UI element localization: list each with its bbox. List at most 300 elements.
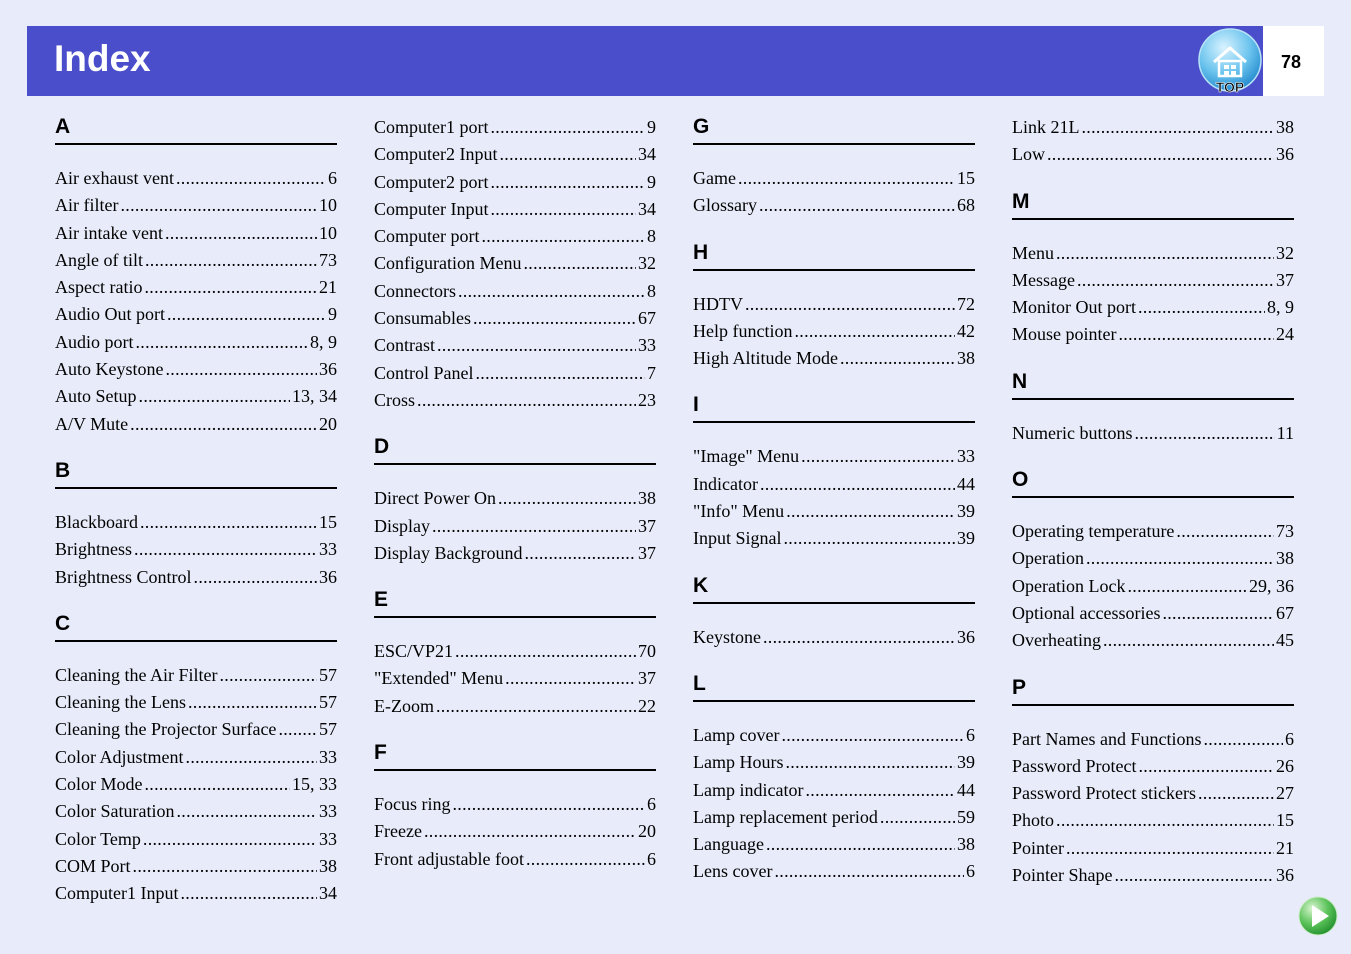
entry-label: Auto Setup xyxy=(55,386,137,407)
index-entry[interactable] xyxy=(55,192,337,219)
index-entry[interactable] xyxy=(1012,294,1294,321)
dot-leader xyxy=(491,169,646,196)
entry-page-link[interactable]: 34 xyxy=(319,883,337,904)
entry-page-link[interactable]: 9 xyxy=(328,304,337,325)
house-icon xyxy=(1198,28,1262,94)
dot-leader xyxy=(491,196,637,223)
entry-label: Freeze xyxy=(374,821,422,842)
index-entry[interactable] xyxy=(693,165,975,192)
entry-label: Overheating xyxy=(1012,630,1101,651)
index-entry[interactable] xyxy=(55,274,337,301)
entry-page-link[interactable]: 8 xyxy=(647,280,656,301)
dot-leader xyxy=(219,662,317,689)
dot-leader xyxy=(1077,267,1274,294)
entry-label: Lens cover xyxy=(693,861,773,882)
section-gap xyxy=(1012,655,1294,675)
index-entry[interactable] xyxy=(693,749,975,776)
index-entry[interactable] xyxy=(55,716,337,743)
index-entry[interactable] xyxy=(374,540,656,567)
dot-leader xyxy=(498,485,636,512)
entry-page-link[interactable]: 29, 36 xyxy=(1249,575,1294,596)
entry-page-link[interactable]: 15 xyxy=(957,168,975,188)
entry-label: Operation Lock xyxy=(1012,575,1126,596)
section-letter-heading: P xyxy=(1012,675,1294,706)
entry-page-link[interactable]: 6 xyxy=(966,724,975,745)
dot-leader xyxy=(473,305,636,332)
index-entry[interactable] xyxy=(1012,114,1294,141)
next-page-button[interactable] xyxy=(1298,896,1338,936)
entry-page-link[interactable]: 36 xyxy=(1276,865,1294,886)
index-entry[interactable] xyxy=(693,722,975,749)
dot-leader xyxy=(143,826,317,853)
entry-page-link[interactable]: 9 xyxy=(647,171,656,192)
entry-page-link[interactable]: 33 xyxy=(638,335,656,356)
dot-leader xyxy=(432,513,636,540)
entry-page-link[interactable]: 21 xyxy=(1276,837,1294,858)
entry-page-link[interactable]: 36 xyxy=(319,566,337,587)
entry-page-link[interactable]: 8 xyxy=(647,226,656,247)
entry-label: Control Panel xyxy=(374,362,474,383)
entry-label: Game xyxy=(693,168,736,188)
index-entry[interactable] xyxy=(693,498,975,525)
index-entry[interactable] xyxy=(55,744,337,771)
index-entry[interactable] xyxy=(693,443,975,470)
entry-page-link[interactable]: 36 xyxy=(957,626,975,647)
entry-page-link[interactable]: 37 xyxy=(1276,269,1294,290)
entry-label: Air exhaust vent xyxy=(55,168,174,188)
index-entry[interactable] xyxy=(55,329,337,356)
dot-leader xyxy=(1203,726,1283,753)
section-letter-heading: E xyxy=(374,587,656,618)
entry-label: Cleaning the Projector Surface xyxy=(55,719,277,740)
entry-label: Air intake vent xyxy=(55,222,163,243)
entry-page-link[interactable]: 33 xyxy=(319,746,337,767)
entry-page-link[interactable]: 33 xyxy=(957,446,975,467)
entry-label: "Extended" Menu xyxy=(374,668,504,689)
dot-leader xyxy=(738,165,955,192)
dot-leader xyxy=(167,301,326,328)
entry-label: Configuration Menu xyxy=(374,253,522,274)
index-column-1 xyxy=(55,114,337,908)
section-letter-heading: D xyxy=(374,434,656,465)
entry-page-link[interactable]: 42 xyxy=(957,320,975,341)
page-title: Index xyxy=(54,38,151,79)
index-entry[interactable] xyxy=(374,665,656,692)
entry-label: Password Protect xyxy=(1012,755,1137,776)
entry-page-link[interactable]: 7 xyxy=(647,362,656,383)
entry-page-link[interactable]: 26 xyxy=(1276,755,1294,776)
dot-leader xyxy=(1066,835,1274,862)
entry-label: Photo xyxy=(1012,810,1055,831)
dot-leader xyxy=(417,387,636,414)
index-entry[interactable] xyxy=(1012,753,1294,780)
top-button[interactable] xyxy=(1198,28,1262,94)
entry-page-link[interactable]: 57 xyxy=(319,719,337,740)
entry-label: "Image" Menu xyxy=(693,446,800,467)
index-entry[interactable] xyxy=(693,831,975,858)
index-entry[interactable] xyxy=(1012,267,1294,294)
dot-leader xyxy=(1115,862,1275,889)
entry-label: Low xyxy=(1012,144,1045,165)
index-entry[interactable] xyxy=(55,356,337,383)
entry-page-link[interactable]: 22 xyxy=(638,695,656,716)
entry-page-link[interactable]: 13, 34 xyxy=(292,386,337,407)
index-entry[interactable] xyxy=(1012,321,1294,348)
index-entry[interactable] xyxy=(1012,545,1294,572)
entry-label: Lamp cover xyxy=(693,724,780,745)
top-label: TOP xyxy=(1215,79,1245,94)
dot-leader xyxy=(880,804,955,831)
section-letter-heading: F xyxy=(374,740,656,771)
index-entry[interactable] xyxy=(1012,627,1294,654)
entry-page-link[interactable]: 39 xyxy=(957,501,975,522)
dot-leader xyxy=(476,360,646,387)
entry-page-link[interactable]: 32 xyxy=(1276,242,1294,263)
entry-label: Brightness xyxy=(55,539,133,560)
index-entry[interactable] xyxy=(1012,573,1294,600)
index-entry[interactable] xyxy=(374,141,656,168)
index-entry[interactable] xyxy=(374,693,656,720)
entry-label: COM Port xyxy=(55,855,131,876)
section-gap xyxy=(374,567,656,587)
index-entry[interactable] xyxy=(1012,420,1294,447)
entry-page-link[interactable]: 37 xyxy=(638,542,656,563)
entry-page-link[interactable]: 67 xyxy=(1276,602,1294,623)
index-entry[interactable] xyxy=(55,771,337,798)
entry-label: Lamp indicator xyxy=(693,779,804,800)
section-letter-heading: G xyxy=(693,114,975,145)
entry-page-link[interactable]: 33 xyxy=(319,539,337,560)
entry-label: Menu xyxy=(1012,242,1054,263)
entry-page-link[interactable]: 6 xyxy=(647,848,656,869)
entry-page-link[interactable]: 32 xyxy=(638,253,656,274)
entry-label: Link 21L xyxy=(1012,117,1080,137)
dot-leader xyxy=(745,291,955,318)
entry-label: Color Adjustment xyxy=(55,746,184,767)
index-entry[interactable] xyxy=(55,853,337,880)
entry-label: Color Temp xyxy=(55,828,141,849)
index-entry[interactable] xyxy=(374,169,656,196)
index-entry[interactable] xyxy=(55,662,337,689)
entry-page-link[interactable]: 72 xyxy=(957,293,975,314)
entry-page-link[interactable]: 36 xyxy=(319,359,337,380)
entry-page-link[interactable]: 38 xyxy=(1276,117,1294,137)
entry-page-link[interactable]: 33 xyxy=(319,801,337,822)
section-letter-heading: A xyxy=(55,114,337,145)
entry-page-link[interactable]: 67 xyxy=(638,308,656,329)
entry-page-link[interactable]: 39 xyxy=(957,752,975,773)
index-entry[interactable] xyxy=(55,826,337,853)
entry-page-link[interactable]: 27 xyxy=(1276,783,1294,804)
entry-label: Mouse pointer xyxy=(1012,324,1117,345)
entry-page-link[interactable]: 73 xyxy=(319,249,337,270)
index-entry[interactable] xyxy=(374,513,656,540)
index-entry[interactable] xyxy=(1012,518,1294,545)
entry-page-link[interactable]: 6 xyxy=(966,861,975,882)
entry-page-link[interactable]: 20 xyxy=(638,821,656,842)
entry-label: Audio Out port xyxy=(55,304,165,325)
entry-page-link[interactable]: 70 xyxy=(638,641,656,662)
index-entry[interactable] xyxy=(55,509,337,536)
dot-leader xyxy=(784,525,956,552)
dot-leader xyxy=(194,564,317,591)
entry-label: Computer Input xyxy=(374,198,489,219)
dot-leader xyxy=(805,777,955,804)
index-entry[interactable] xyxy=(374,278,656,305)
entry-page-link[interactable]: 38 xyxy=(957,834,975,855)
dot-leader xyxy=(120,192,317,219)
index-entry[interactable] xyxy=(693,291,975,318)
entry-page-link[interactable]: 11 xyxy=(1276,422,1294,443)
index-entry[interactable] xyxy=(55,165,337,192)
dot-leader xyxy=(188,689,317,716)
section-letter-heading: I xyxy=(693,392,975,423)
entry-label: ESC/VP21 xyxy=(374,641,454,662)
section-gap xyxy=(693,651,975,671)
index-entry[interactable] xyxy=(1012,807,1294,834)
entry-page-link[interactable]: 73 xyxy=(1276,521,1294,542)
index-entry[interactable] xyxy=(374,223,656,250)
index-entry[interactable] xyxy=(374,360,656,387)
index-entry[interactable] xyxy=(374,305,656,332)
dot-leader xyxy=(781,722,964,749)
dot-leader xyxy=(455,638,636,665)
dot-leader xyxy=(801,443,955,470)
index-entry[interactable] xyxy=(1012,780,1294,807)
index-entry[interactable] xyxy=(1012,862,1294,889)
entry-label: Glossary xyxy=(693,195,757,216)
entry-page-link[interactable]: 57 xyxy=(319,692,337,713)
entry-label: E-Zoom xyxy=(374,695,434,716)
entry-page-link[interactable]: 38 xyxy=(319,855,337,876)
index-entry[interactable] xyxy=(693,318,975,345)
index-entry[interactable] xyxy=(374,114,656,141)
dot-leader xyxy=(436,693,636,720)
index-entry[interactable] xyxy=(374,818,656,845)
dot-leader xyxy=(785,749,955,776)
index-entry[interactable] xyxy=(1012,835,1294,862)
index-column-2 xyxy=(374,114,656,873)
index-entry[interactable] xyxy=(693,804,975,831)
dot-leader xyxy=(774,858,964,885)
dot-leader xyxy=(424,818,636,845)
dot-leader xyxy=(144,274,317,301)
dot-leader xyxy=(1056,807,1274,834)
entry-label: Pointer xyxy=(1012,837,1064,858)
dot-leader xyxy=(145,771,291,798)
index-entry[interactable] xyxy=(374,638,656,665)
entry-label: Direct Power On xyxy=(374,488,496,509)
entry-page-link[interactable]: 6 xyxy=(328,168,337,188)
entry-page-link[interactable]: 15 xyxy=(319,511,337,532)
index-entry[interactable] xyxy=(55,536,337,563)
entry-page-link[interactable]: 39 xyxy=(957,528,975,549)
section-gap xyxy=(693,372,975,392)
index-entry[interactable] xyxy=(693,471,975,498)
entry-label: Operating temperature xyxy=(1012,521,1175,542)
entry-label: Cleaning the Lens xyxy=(55,692,186,713)
entry-label: Auto Keystone xyxy=(55,359,164,380)
entry-page-link[interactable]: 34 xyxy=(638,198,656,219)
entry-label: Optional accessories xyxy=(1012,602,1161,623)
section-letter-heading: N xyxy=(1012,369,1294,400)
index-entry[interactable] xyxy=(693,777,975,804)
entry-page-link[interactable]: 6 xyxy=(1285,728,1294,749)
entry-page-link[interactable]: 44 xyxy=(957,473,975,494)
entry-page-link[interactable]: 37 xyxy=(638,515,656,536)
index-entry[interactable] xyxy=(55,220,337,247)
dot-leader xyxy=(491,114,646,141)
dot-leader xyxy=(136,329,309,356)
section-letter-heading: L xyxy=(693,671,975,702)
entry-page-link[interactable]: 8, 9 xyxy=(1267,297,1294,318)
index-entry[interactable] xyxy=(1012,600,1294,627)
dot-leader xyxy=(133,853,317,880)
dot-leader xyxy=(1047,141,1274,168)
section-letter-heading: B xyxy=(55,458,337,489)
index-entry[interactable] xyxy=(55,689,337,716)
index-entry[interactable] xyxy=(374,846,656,873)
index-entry[interactable] xyxy=(693,624,975,651)
entry-page-link[interactable]: 23 xyxy=(638,389,656,410)
dot-leader xyxy=(437,332,636,359)
index-entry[interactable] xyxy=(374,485,656,512)
section-gap xyxy=(374,720,656,740)
dot-leader xyxy=(1082,114,1275,141)
index-entry[interactable] xyxy=(55,564,337,591)
index-entry[interactable] xyxy=(374,250,656,277)
entry-label: Computer1 port xyxy=(374,117,489,137)
entry-page-link[interactable]: 9 xyxy=(647,117,656,137)
entry-page-link[interactable]: 6 xyxy=(647,794,656,815)
entry-label: Message xyxy=(1012,269,1075,290)
index-entry[interactable] xyxy=(693,858,975,885)
index-entry[interactable] xyxy=(693,345,975,372)
entry-page-link[interactable]: 38 xyxy=(638,488,656,509)
section-gap xyxy=(1012,169,1294,189)
entry-page-link[interactable]: 44 xyxy=(957,779,975,800)
next-arrow-icon xyxy=(1298,896,1338,936)
dot-leader xyxy=(526,846,645,873)
index-column-3 xyxy=(693,114,975,886)
index-entry[interactable] xyxy=(374,196,656,223)
entry-label: Operation xyxy=(1012,548,1084,569)
dot-leader xyxy=(453,791,646,818)
entry-page-link[interactable]: 33 xyxy=(319,828,337,849)
dot-leader xyxy=(458,278,645,305)
index-entry[interactable] xyxy=(693,525,975,552)
entry-label: Cleaning the Air Filter xyxy=(55,664,218,685)
dot-leader xyxy=(1138,294,1265,321)
dot-leader xyxy=(760,471,955,498)
entry-page-link[interactable]: 8, 9 xyxy=(310,331,337,352)
entry-page-link[interactable]: 15, 33 xyxy=(292,774,337,795)
entry-page-link[interactable]: 57 xyxy=(319,664,337,685)
index-entry[interactable] xyxy=(55,411,337,438)
entry-label: Part Names and Functions xyxy=(1012,728,1202,749)
page-header xyxy=(27,26,1263,96)
dot-leader xyxy=(134,536,317,563)
entry-page-link[interactable]: 34 xyxy=(638,144,656,165)
entry-label: Monitor Out port xyxy=(1012,297,1136,318)
entry-label: Connectors xyxy=(374,280,456,301)
index-entry[interactable] xyxy=(374,332,656,359)
entry-label: Cross xyxy=(374,389,416,410)
dot-leader xyxy=(1139,753,1275,780)
section-letter-heading: O xyxy=(1012,467,1294,498)
index-entry[interactable] xyxy=(55,798,337,825)
entry-label: Lamp replacement period xyxy=(693,806,878,827)
dot-leader xyxy=(523,250,636,277)
index-entry[interactable] xyxy=(55,247,337,274)
index-entry[interactable] xyxy=(1012,726,1294,753)
entry-label: Display Background xyxy=(374,542,523,563)
dot-leader xyxy=(139,383,290,410)
index-entry[interactable] xyxy=(1012,240,1294,267)
section-letter-heading: K xyxy=(693,573,975,604)
index-entry[interactable] xyxy=(55,383,337,410)
entry-label: "Info" Menu xyxy=(693,501,785,522)
entry-label: Pointer Shape xyxy=(1012,865,1113,886)
section-letter-heading: M xyxy=(1012,189,1294,220)
entry-label: Language xyxy=(693,834,764,855)
entry-page-link[interactable]: 38 xyxy=(1276,548,1294,569)
dot-leader xyxy=(140,509,317,536)
dot-leader xyxy=(1162,600,1274,627)
dot-leader xyxy=(130,411,317,438)
entry-page-link[interactable]: 15 xyxy=(1276,810,1294,831)
dot-leader xyxy=(177,798,318,825)
entry-label: Blackboard xyxy=(55,511,138,532)
entry-page-link[interactable]: 20 xyxy=(319,413,337,434)
index-entry[interactable] xyxy=(55,880,337,907)
section-gap xyxy=(55,438,337,458)
entry-page-link[interactable]: 10 xyxy=(319,195,337,216)
entry-page-link[interactable]: 59 xyxy=(957,806,975,827)
entry-label: HDTV xyxy=(693,293,743,314)
dot-leader xyxy=(1198,780,1274,807)
entry-page-link[interactable]: 36 xyxy=(1276,144,1294,165)
dot-leader xyxy=(1103,627,1274,654)
entry-page-link[interactable]: 38 xyxy=(957,348,975,369)
index-entry[interactable] xyxy=(1012,141,1294,168)
dot-leader xyxy=(482,223,646,250)
page-number: 78 xyxy=(1280,52,1302,72)
entry-page-link[interactable]: 21 xyxy=(319,277,337,298)
dot-leader xyxy=(500,141,637,168)
entry-page-link[interactable]: 37 xyxy=(638,668,656,689)
dot-leader xyxy=(176,165,326,192)
entry-page-link[interactable]: 68 xyxy=(957,195,975,216)
dot-leader xyxy=(759,192,955,219)
section-gap xyxy=(55,591,337,611)
dot-leader xyxy=(278,716,317,743)
index-entry[interactable] xyxy=(374,387,656,414)
entry-label: Aspect ratio xyxy=(55,277,143,298)
entry-page-link[interactable]: 24 xyxy=(1276,324,1294,345)
index-entry[interactable] xyxy=(374,791,656,818)
index-entry[interactable] xyxy=(55,301,337,328)
section-gap xyxy=(1012,349,1294,369)
entry-label: High Altitude Mode xyxy=(693,348,838,369)
entry-label: Angle of tilt xyxy=(55,249,143,270)
index-entry[interactable] xyxy=(693,192,975,219)
entry-label: Computer port xyxy=(374,226,480,247)
entry-page-link[interactable]: 10 xyxy=(319,222,337,243)
section-gap xyxy=(693,220,975,240)
section-letter-heading: H xyxy=(693,240,975,271)
entry-page-link[interactable]: 45 xyxy=(1276,630,1294,651)
